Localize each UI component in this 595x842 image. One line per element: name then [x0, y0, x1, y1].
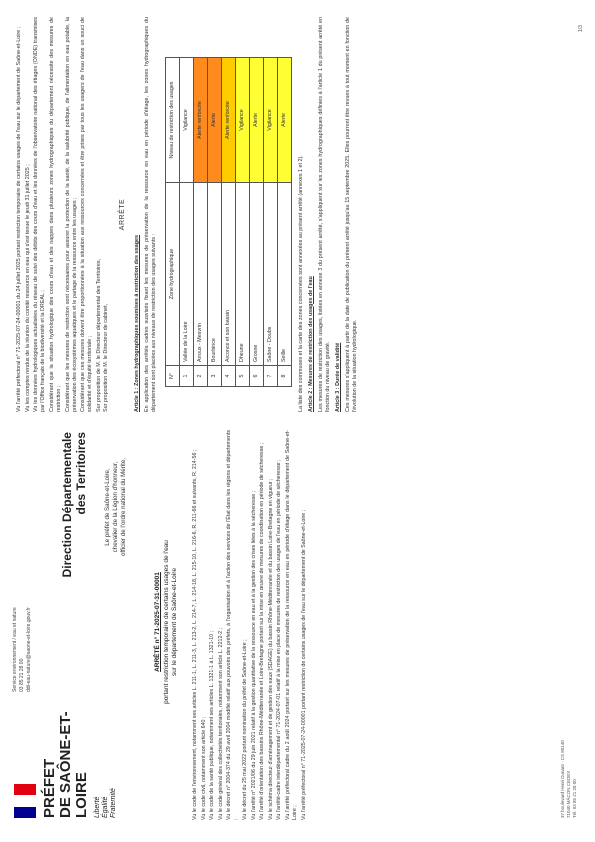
table-row [235, 58, 249, 387]
table-row [207, 58, 221, 387]
prefecture-name: PRÉFET DE SAÔNE-ET-LOIRE [41, 711, 90, 818]
zones-table-header [165, 58, 179, 387]
zone-number: 2 [193, 366, 207, 387]
considerant-item: Vu l'arrêté préfectoral n° 71-2025-07-24-00001 du 24 juillet 2025 portant restriction temporaire de certains usages de l'eau sur le département de Saône-et-Loire ; [16, 26, 22, 412]
table-row [179, 58, 193, 387]
col-header-level: Niveau de restriction des usages [165, 58, 179, 183]
zone-level: Alerte [207, 58, 221, 183]
table-row [263, 58, 277, 387]
considerant-item: Considérant que ces mesures doivent être proportionnées à la situation aux ressources concernées et être prises par tous les usagers de l'eau dans un souci de solidarité et d'équité territoriale ; [80, 17, 94, 412]
considerants-list [16, 17, 94, 412]
visa-item: Vu l'arrêté d'orientation des bassins Rhône-Méditerranée et Loire-Bretagne portant sur la mise en œuvre de mesures de coordination en période de sécheresse ; [259, 442, 266, 820]
zone-name: Seille [277, 183, 291, 366]
marianne-flag-icon [14, 784, 36, 818]
zone-name: Bourbince [207, 183, 221, 366]
col-header-zone: Zone hydrographique [165, 183, 179, 366]
zone-level: Alerte [249, 58, 263, 183]
zone-number: 8 [277, 366, 291, 387]
sur-proposition: Sur proposition de M. le Directeur départemental des Territoires, Sur proposition de M. le Directeur de cabinet, [95, 258, 110, 412]
table-row [277, 58, 291, 387]
article-2-title: Article 2 : Mesures de restriction des usages de l'eau [307, 276, 314, 412]
considerant-item: Vu les comptes rendus de la réunion du comité ressource en eau qui s'est tenue le jeudi 31 juillet 2025 ; [24, 164, 31, 412]
zone-number: 3 [207, 366, 221, 387]
article-3-title: Article 3 : Durée de validité [334, 342, 341, 412]
visa-item: Vu le schéma directeur d'aménagement et de gestion des eaux (SDAGE) du bassin Rhône-Méditerranée et du bassin Loire-Bretagne en vigueur ; [267, 478, 274, 820]
considerant-item: Considérant que les mesures de restriction sont nécessaires pour assurer la protection de la santé, de la salubrité publique, de l'alimentation en eau potable, la préservation des écosystèmes aquatiques et le partage de la ressource entre les usages ; [64, 17, 78, 412]
right-column [16, 17, 361, 412]
prefet-title: Le préfet de Saône-et-Loire, chevalier de la Légion d'honneur, officier de l'ordre national du Mérite, [104, 457, 127, 557]
direction-title: Direction Départementale des Territoires [60, 432, 88, 578]
arrete-word: ARRÊTE [119, 198, 127, 231]
zone-number: 5 [235, 366, 249, 387]
zone-level: Vigilance [179, 58, 193, 183]
republic-motto: Liberté Égalité Fraternité [94, 788, 117, 818]
service-contact: Service environnement / eau et nature 03 85 21 28 00 ddt-eau-nature@saone-et-loire.gouv.fr [12, 607, 32, 692]
visa-item: Vu le code de l'environnement, notamment ses articles L. 211-1, L. 211-3, L. 213-2, L. 214-7, L. 214-18, L. 215-10, L. 216-6, R. 211-66 et suivants, R. 214-56 ; [192, 449, 198, 820]
footer-address: 37 boulevard Henri Dunant - CS 80140 71040 MÂCON CEDEX Tél. 03 85 21 28 00 [560, 740, 577, 818]
table-row [221, 58, 235, 387]
arrete-heading [154, 422, 180, 822]
zone-number: 7 [263, 366, 277, 387]
visa-item: Vu le décret du 25 mai 2022 portant nomination du préfet de Saône-et-Loire ; [242, 639, 249, 820]
prefecture-logo-block [14, 698, 118, 818]
zone-level: Vigilance [235, 58, 249, 183]
zone-name: Dheune [235, 183, 249, 366]
table-row [193, 58, 207, 387]
zone-name: Grosne [249, 183, 263, 366]
zone-level: Alerte [277, 58, 291, 183]
article-1-text: En application des arrêtés cadres susvisés fixant les mesures de préservation de la ressource en eau en période d'étiage, les zones hydrographiques du département sont placées aux niveaux de restriction des usages suivants : [144, 17, 158, 412]
zone-number: 4 [221, 366, 235, 387]
zone-name: Saône - Doubs [263, 183, 277, 366]
article-1-title: Article 1 : Zones hydrographiques soumises à restriction des usages [134, 234, 141, 412]
zone-name: Arconce et son bassin [221, 183, 235, 366]
visa-item: Vu le code civil, notamment son article 640 ; [200, 716, 207, 820]
zone-level: Vigilance [263, 58, 277, 183]
considerant-item: Considérant que la situation hydrologique des cours d'eau et des nappes dans plusieurs zones hydrographiques du département nécessite des mesures de restriction ; [48, 17, 62, 412]
col-header-num: N° [165, 366, 179, 387]
table-row [249, 58, 263, 387]
visa-item: Vu le décret n° 2004-374 du 29 avril 2004 modifié relatif aux pouvoirs des préfets, à l'organisation et à l'action des services de l'État dans les régions et départements ; [226, 430, 240, 820]
visa-item: Vu l'arrêté préfectoral cadre du 2 août 2024 portant sur les mesures de préservation de la ressource en eau en période d'étiage dans le département de Saône-et-Loire ; [285, 430, 299, 820]
zones-table [165, 57, 292, 387]
zone-number: 6 [249, 366, 263, 387]
zone-level: Alerte renforcée [221, 58, 235, 183]
article-2-text: Les mesures de restriction des usages, listées en annexe 3 du présent arrêté, s'appliquent sur les zones hydrographiques définies à l'article 1 du présent arrêté en fonction du niveau de gravité. [317, 17, 331, 412]
zone-level: Alerte renforcée [193, 58, 207, 183]
zone-number: 1 [179, 366, 193, 387]
visas-list [192, 430, 309, 820]
arrete-subtitle: portant restriction temporaire de certains usages de l'eau sur le département de Saône-et-Loire [162, 540, 178, 704]
visa-item: Vu le code général des collectivités territoriales, notamment son article L. 2212-2 ; [217, 627, 224, 820]
zone-name: Vallée de la Loire [179, 183, 193, 366]
zone-name: Arroux - Mesvrin [193, 183, 207, 366]
article-3-text: Ces mesures s'appliquent à partir de la date de publication du présent arrêté jusqu'au 15 septembre 2025. Elles pourront être revues à tout moment en fonction de l'évolution de la situation hydrologique. [344, 17, 359, 412]
visa-item: Vu l'arrêté-cadre interdépartemental n° 71-2024-07-01 relatif à la mise en place de mesures de restriction des usages de l'eau en période de sécheresse ; [276, 459, 283, 820]
after-table-text: La liste des communes et la carte des zones concernées sont annexées au présent arrêté (annexes 1 et 2). [297, 155, 304, 412]
visa-item: Vu l'arrêté n° 2021/06 du 29 juin 2021 relatif à la gestion quantitative de la ressource en eau et à la gestion des crises liées à la sécheresse ; [250, 490, 257, 820]
arrete-title: ARRÊTÉ n° 71-2025-07-31-00001 [154, 572, 161, 672]
visa-item: Vu le code de la santé publique, notamment ses articles L. 1321-1 à L. 1321-10 ; [209, 630, 216, 820]
visa-item: Vu l'arrêté préfectoral n° 71-2025-07-24-00001 portant restriction de certains usages de l'eau sur le département de Saône-et-Loire ; [300, 509, 307, 820]
page-number: 1/3 [578, 25, 584, 32]
considerant-item: Vu les données hydrologiques actualisées du réseau de suivi des débits des cours d'eau et les données de l'observatoire national des étiages (ONDE) transmises par l'Office français de la biodiversité et la DREAL ; [33, 17, 47, 412]
